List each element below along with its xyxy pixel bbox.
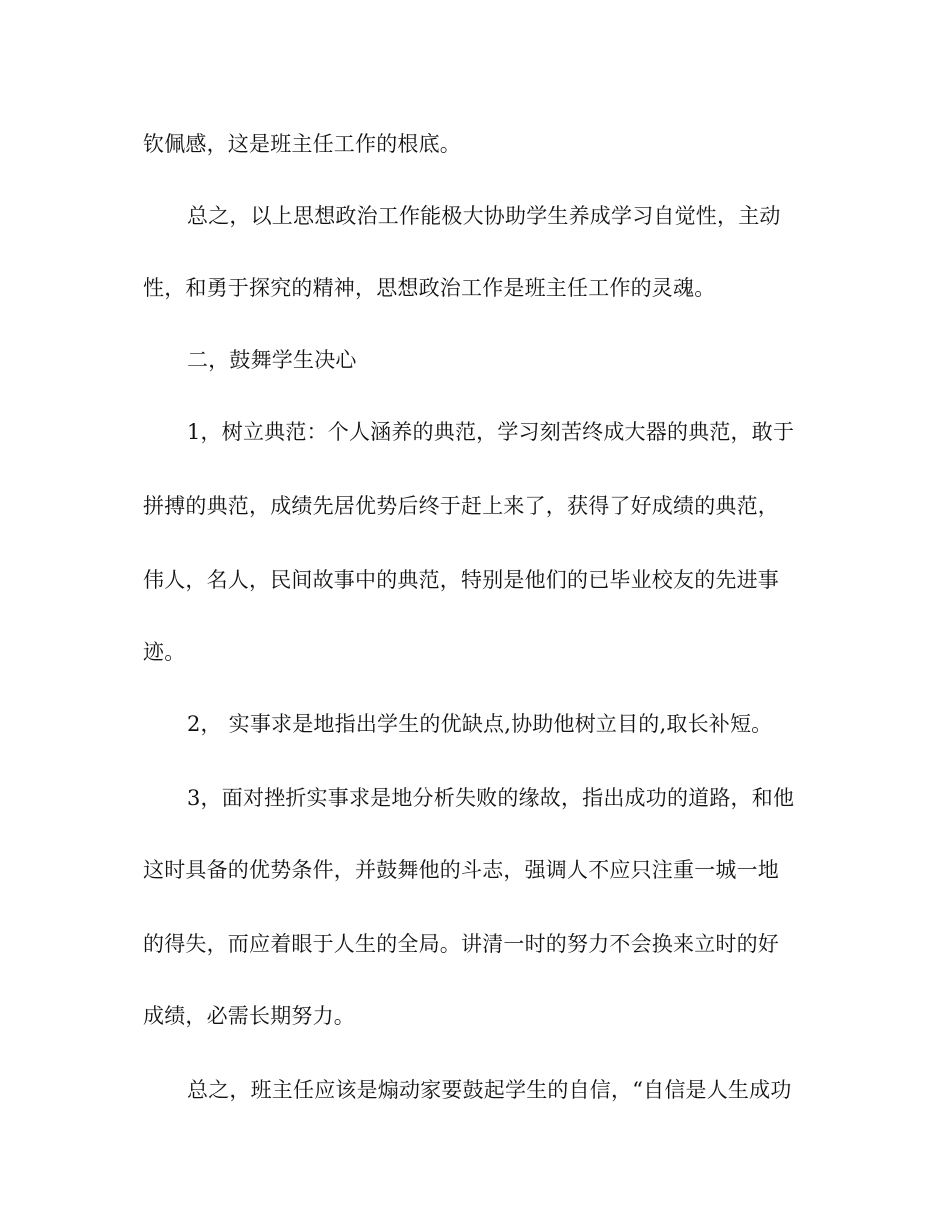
text-line: 迹。: [143, 640, 186, 664]
text-line: 成绩，必需长期努力。: [143, 1004, 355, 1028]
text-line: 性，和勇于探究的精神，思想政治工作是班主任工作的灵魂。: [143, 276, 716, 300]
section-heading: 二，鼓舞学生决心: [187, 348, 357, 372]
text-line: 的得失，而应着眼于人生的全局。讲清一时的努力不会换来立时的好: [143, 932, 779, 956]
text-line: 钦佩感，这是班主任工作的根底。: [143, 132, 461, 156]
paragraph-start: 2， 实事求是地指出学生的优缺点,协助他树立目的,取长补短。: [187, 712, 773, 736]
text-line: 这时具备的优势条件，并鼓舞他的斗志，强调人不应只注重一城一地: [143, 858, 779, 882]
text-line: 拼搏的典范，成绩先居优势后终于赶上来了，获得了好成绩的典范，: [143, 494, 779, 518]
paragraph-start: 3，面对挫折实事求是地分析失败的缘故，指出成功的道路，和他: [187, 786, 795, 810]
text-line: 伟人，名人，民间故事中的典范，特别是他们的已毕业校友的先进事: [143, 568, 779, 592]
paragraph-start: 总之，班主任应该是煽动家要鼓起学生的自信，“自信是人生成功: [187, 1078, 792, 1102]
paragraph-start: 总之，以上思想政治工作能极大协助学生养成学习自觉性，主动: [187, 204, 781, 228]
paragraph-start: 1，树立典范：个人涵养的典范，学习刻苦终成大器的典范，敢于: [187, 420, 795, 444]
